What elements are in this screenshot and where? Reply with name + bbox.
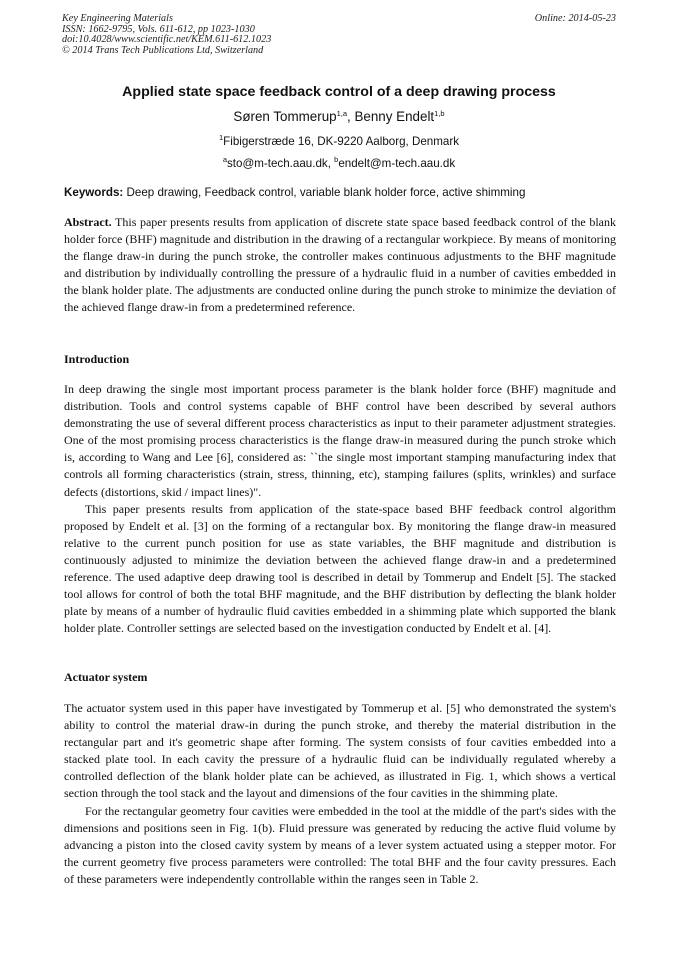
keywords-text: Deep drawing, Feedback control, variable blank holder force, active shimming <box>123 186 526 199</box>
author-separator: , <box>347 109 355 124</box>
abstract <box>64 214 616 317</box>
author-1-affil: 1,a <box>336 109 348 118</box>
actuator-heading: Actuator system <box>64 670 148 684</box>
paper-title: Applied state space feedback control of a deep drawing process <box>122 84 556 100</box>
email-line <box>62 157 616 170</box>
journal-name: Key Engineering Materials <box>62 13 173 24</box>
keywords-label: Keywords: <box>64 186 124 199</box>
email-a[interactable]: sto@m-tech.aau.dk <box>227 157 328 170</box>
affiliation <box>62 135 616 148</box>
author-1: Søren Tommerup <box>233 109 337 124</box>
email-b-marker: b <box>334 155 339 164</box>
author-2-affil: 1,b <box>434 109 445 118</box>
introduction-paragraph-1: In deep drawing the single most important process parameter is the blank holder force (BHF) magnitude and distribution. Tools and control systems capable of BHF control have been described by several authors demonstrating the use of several different process characteristics as input to their parameter adjustment strategies. One of the most promising process characteristics is the flange draw-in measured during the punch stroke which is, according to Wang and Lee [6], considered as: ``the single most important stamping manufacturing index that controls all forming characteristics (strain, stress, thinning, etc), stamping failures (splits, wrinkles) and surface defects (distortions, skid / impact lines)". <box>64 382 616 499</box>
introduction-heading: Introduction <box>64 352 130 366</box>
abstract-label: Abstract. <box>64 215 112 229</box>
introduction-section <box>64 381 616 637</box>
keywords <box>64 186 616 199</box>
email-b[interactable]: endelt@m-tech.aau.dk <box>338 157 456 170</box>
actuator-paragraph-1: The actuator system used in this paper have investigated by Tommerup et al. [5] who demonstrated the system's ability to control the material draw-in during the punch stroke, and thereby the material distribution in the rectangular part and it's geometric shape after forming. The system consists of four cavities embedded into a stacked plate tool. In each cavity the pressure of a hydraulic fluid can be individually regulated whereby a controlled deflection of the blank holder plate can be achieved, as illustrated in Fig. 1, which shows a vertical section through the tool stack and the layout and dimensions of the four cavities in the shimming plate. <box>64 701 616 801</box>
actuator-section <box>64 700 616 888</box>
email-a-marker: a <box>222 155 227 164</box>
author-2: Benny Endelt <box>354 109 435 124</box>
copyright-line: © 2014 Trans Tech Publications Ltd, Switzerland <box>62 44 264 56</box>
introduction-paragraph-2: This paper presents results from application of the state-space based BHF feedback control algorithm proposed by Endelt et al. [3] on the forming of a rectangular box. By monitoring the flange draw-in measured relative to the current punch position for use as state variables, the BHF magnitude and distribution is continuously adjusted to minimize the deviation between the achieved flange draw-in and a predetermined reference. The used adaptive deep drawing tool is described in detail by Tommerup and Endelt [5]. The stacked tool allows for control of both the total BHF magnitude, and the BHF distribution by deflecting the blank holder plate by means of a number of hydraulic fluid cavities embedded in a shimming plate which supported the blank holder plate. Controller settings are selected based on the investigation conducted by Endelt et al. [4]. <box>64 501 616 636</box>
affiliation-address: Fibigerstræde 16, DK-9220 Aalborg, Denmark <box>223 135 460 148</box>
affiliation-marker: 1 <box>218 133 224 142</box>
actuator-paragraph-2: For the rectangular geometry four cavities were embedded in the tool at the middle of the part's sides with the dimensions and positions seen in Fig. 1(b). Fluid pressure was generated by reducing the active fluid volume by advancing a piston into the closed cavity system by means of a lever system actuated using a stepper motor. For the current geometry five process parameters were controlled: The total BHF and the four cavity pressures. Each of these parameters were independently controllable within the ranges seen in Table 2. <box>64 803 616 886</box>
journal-header <box>62 14 616 56</box>
abstract-text: This paper presents results from application of discrete state space based feedback control of the blank holder force (BHF) magnitude and distribution in the drawing of a rectangular workpiece. By means of monitoring the flange draw-in during the punch stroke, the controller makes continuous adjustments to the BHF magnitude and distribution by individually controlling the pressure of a hydraulic fluid in a number of cavities embedded in the blank holder plate. The adjustments are conducted online during the punch stroke to minimize the deviation of the achieved flange draw-in from a predetermined reference. <box>64 215 616 315</box>
author-line <box>62 109 616 124</box>
online-date: Online: 2014-05-23 <box>534 13 616 24</box>
issn-line: ISSN: 1662-9795, Vols. 611-612, pp 1023-1030 <box>62 23 255 35</box>
email-separator: , <box>327 157 335 170</box>
doi-line[interactable]: doi:10.4028/www.scientific.net/KEM.611-612.1023 <box>62 34 272 46</box>
